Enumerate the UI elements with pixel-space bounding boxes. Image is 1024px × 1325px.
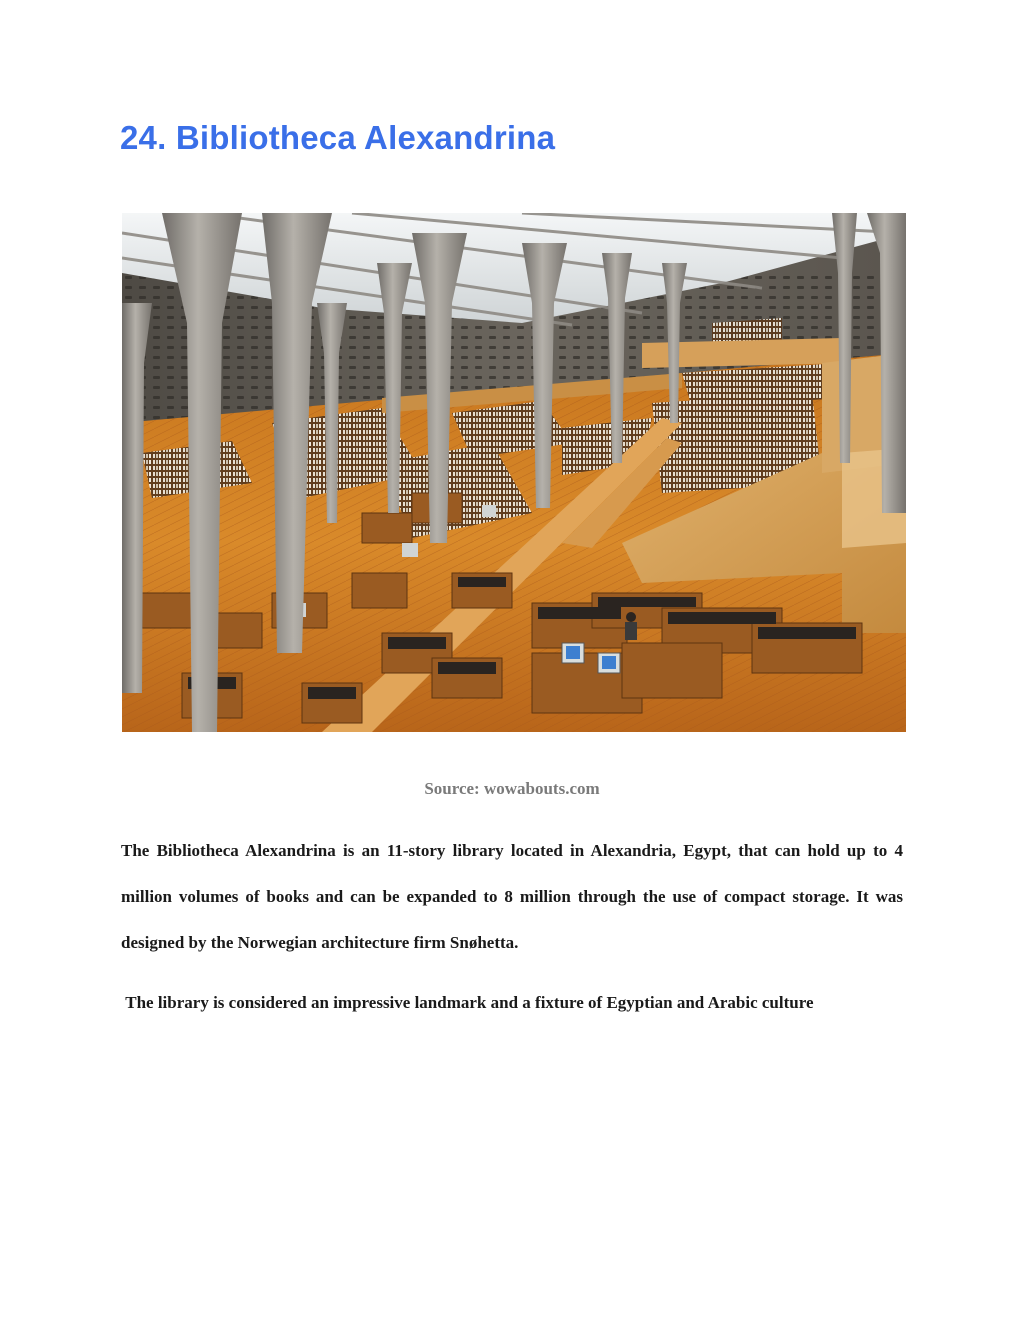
- body-paragraph-2: The library is considered an impressive landmark and a fixture of Egyptian and Arabic culture: [121, 993, 814, 1012]
- library-interior-photo: [122, 213, 906, 732]
- page-title: 24. Bibliotheca Alexandrina: [120, 119, 556, 156]
- image-source-caption: Source: wowabouts.com: [424, 779, 600, 798]
- body-paragraph-1: The Bibliotheca Alexandrina is an 11-story library located in Alexandria, Egypt, that can hold up to 4 million volumes of books and can be expanded to 8 million through the use of compact storage. It was designed by the Norwegian architecture firm Snøhetta.: [121, 841, 903, 952]
